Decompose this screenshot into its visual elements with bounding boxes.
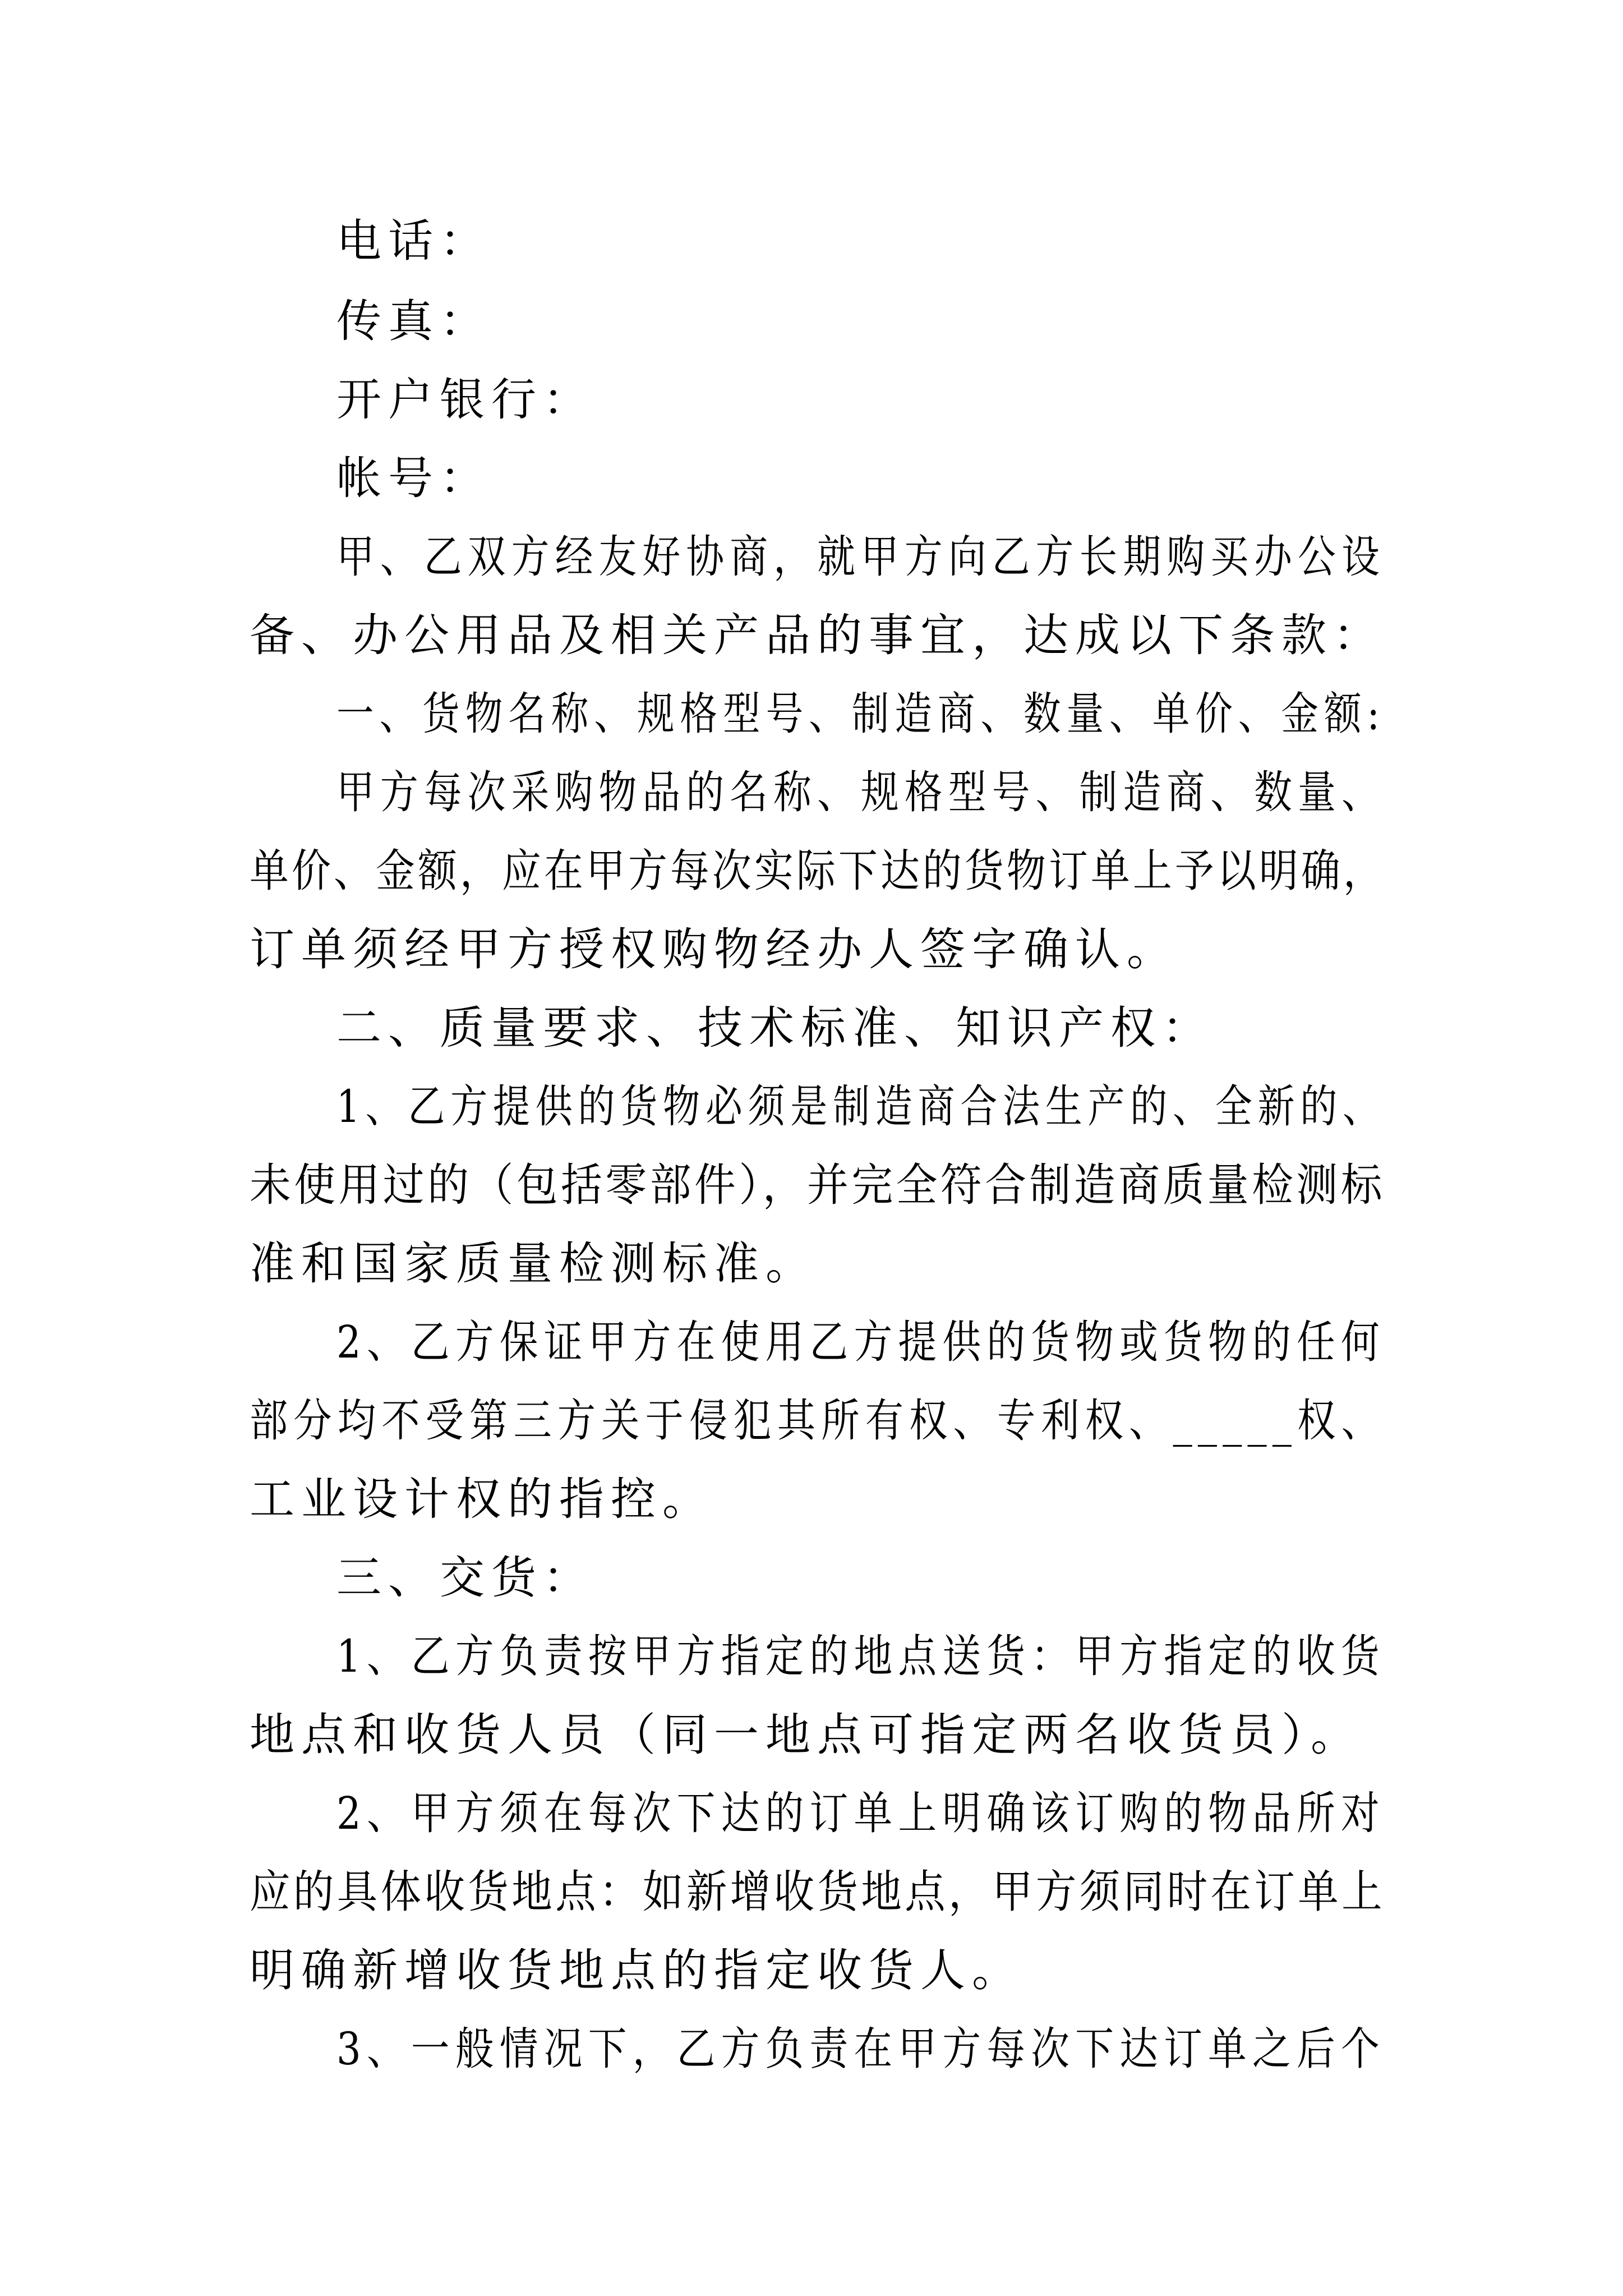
intro-paragraph-line: 甲、乙双方经友好协商，就甲方向乙方长期购买办公设 xyxy=(336,531,1385,583)
paragraph-line: 准和国家质量检测标准。 xyxy=(250,1237,817,1290)
paragraph-line: 2、甲方须在每次下达的订单上明确该订购的物品所对 xyxy=(336,1787,1385,1839)
section-heading-quality: 二、质量要求、技术标准、知识产权： xyxy=(336,1002,1214,1054)
paragraph-line: 地点和收货人员（同一地点可指定两名收货员）。 xyxy=(250,1709,1362,1761)
paragraph-line: 单价、金额，应在甲方每次实际下达的货物订单上予以明确， xyxy=(250,845,1385,897)
paragraph-line: 1、乙方负责按甲方指定的地点送货：甲方指定的收货 xyxy=(336,1630,1385,1682)
paragraph-line: 未使用过的（包括零部件），并完全符合制造商质量检测标 xyxy=(250,1159,1385,1211)
paragraph-line: 工业设计权的指控。 xyxy=(250,1473,714,1525)
paragraph-line: 订单须经甲方授权购物经办人签字确认。 xyxy=(250,923,1178,976)
phone-label: 电话： xyxy=(336,215,491,267)
fax-label: 传真： xyxy=(336,295,491,347)
paragraph-line: 2、乙方保证甲方在使用乙方提供的货物或货物的任何 xyxy=(336,1316,1385,1368)
paragraph-line: 1、乙方提供的货物必须是制造商合法生产的、全新的、 xyxy=(336,1080,1385,1133)
bank-label: 开户银行： xyxy=(336,374,594,426)
section-heading-goods: 一、货物名称、规格型号、制造商、数量、单价、金额: xyxy=(336,688,1385,740)
paragraph-line: 甲方每次采购物品的名称、规格型号、制造商、数量、 xyxy=(336,766,1385,818)
paragraph-line: 部分均不受第三方关于侵犯其所有权、专利权、_____权、 xyxy=(250,1395,1385,1447)
paragraph-line: 应的具体收货地点：如新增收货地点，甲方须同时在订单上 xyxy=(250,1866,1385,1918)
section-heading-delivery: 三、交货： xyxy=(336,1552,594,1604)
account-label: 帐号： xyxy=(336,452,491,504)
paragraph-line: 明确新增收货地点的指定收货人。 xyxy=(250,1944,1023,1996)
paragraph-line: 3、一般情况下，乙方负责在甲方每次下达订单之后个 xyxy=(336,2023,1385,2075)
intro-paragraph-line: 备、办公用品及相关产品的事宜，达成以下条款： xyxy=(250,609,1385,661)
